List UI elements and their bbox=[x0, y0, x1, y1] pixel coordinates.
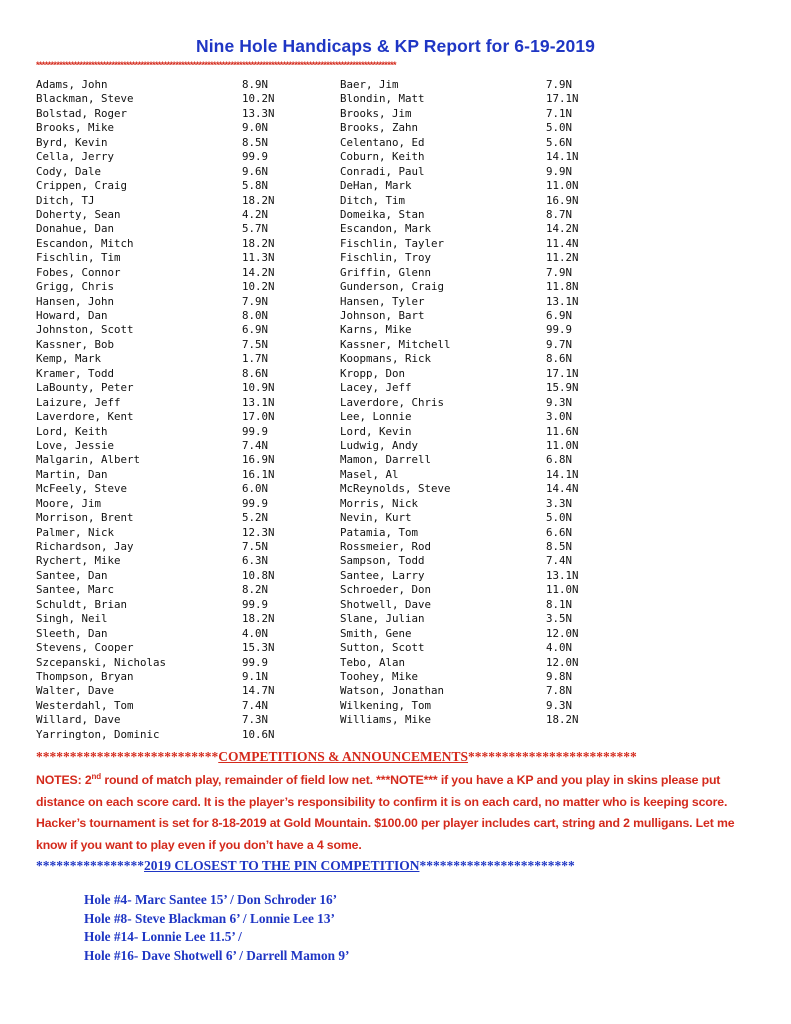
handicap-value: 17.1N bbox=[546, 366, 579, 380]
handicap-value: 6.9N bbox=[546, 309, 573, 322]
player-name: Hansen, John bbox=[36, 294, 115, 308]
player-name: Malgarin, Albert bbox=[36, 453, 141, 467]
roster-row bbox=[36, 338, 756, 352]
handicap-value: 99.9 bbox=[242, 424, 269, 438]
hole-result: Hole #16- Dave Shotwell 6’ / Darrell Mamon 9’ bbox=[84, 947, 350, 963]
handicap-value: 99.9 bbox=[242, 597, 269, 611]
handicap-value: 13.1N bbox=[546, 294, 579, 308]
player-name: Bolstad, Roger bbox=[36, 106, 128, 120]
player-name: Hansen, Tyler bbox=[340, 294, 425, 308]
handicap-value: 3.3N bbox=[546, 496, 573, 510]
roster-row bbox=[36, 641, 756, 655]
handicap-value: 6.3N bbox=[242, 554, 269, 568]
player-name: Smith, Gene bbox=[340, 626, 412, 640]
player-name: McReynolds, Steve bbox=[340, 482, 451, 496]
hole-result: Hole #14- Lonnie Lee 11.5’ / bbox=[84, 929, 242, 945]
player-name: Masel, Al bbox=[340, 467, 399, 481]
player-name: Adams, John bbox=[36, 78, 108, 91]
handicap-value: 7.9N bbox=[546, 78, 573, 91]
player-name: Kassner, Bob bbox=[36, 337, 115, 351]
handicap-value: 17.1N bbox=[546, 92, 579, 106]
ctp-stars-left: **************** bbox=[36, 858, 144, 873]
handicap-value: 9.8N bbox=[546, 669, 573, 683]
handicap-value: 99.9 bbox=[546, 323, 573, 337]
roster-row bbox=[36, 713, 756, 727]
roster-row bbox=[36, 425, 756, 439]
player-name: Slane, Julian bbox=[340, 612, 425, 626]
roster-row bbox=[36, 410, 756, 424]
handicap-value: 12.3N bbox=[242, 525, 275, 539]
handicap-value: 14.2N bbox=[242, 265, 275, 279]
handicap-value: 99.9 bbox=[242, 150, 269, 164]
handicap-value: 7.5N bbox=[242, 337, 269, 351]
player-name: Kemp, Mark bbox=[36, 352, 102, 366]
player-name: Lord, Keith bbox=[36, 424, 108, 438]
player-name: Celentano, Ed bbox=[340, 135, 425, 149]
player-name: Stevens, Cooper bbox=[36, 641, 134, 655]
roster-row bbox=[36, 526, 756, 540]
player-name: Ditch, TJ bbox=[36, 193, 95, 207]
player-name: Doherty, Sean bbox=[36, 207, 121, 221]
roster-row bbox=[36, 78, 756, 92]
player-name: Byrd, Kevin bbox=[36, 135, 108, 149]
handicap-value: 14.2N bbox=[546, 222, 579, 236]
handicap-value: 6.6N bbox=[546, 525, 573, 539]
handicap-value: 13.1N bbox=[546, 568, 579, 582]
player-name: Grigg, Chris bbox=[36, 280, 115, 294]
player-name: Patamia, Tom bbox=[340, 525, 419, 539]
player-name: DeHan, Mark bbox=[340, 179, 412, 193]
handicap-value: 4.2N bbox=[242, 207, 269, 221]
player-name: Wilkening, Tom bbox=[340, 698, 432, 712]
player-name: Yarrington, Dominic bbox=[36, 727, 160, 741]
roster-row bbox=[36, 684, 756, 698]
player-name: Morrison, Brent bbox=[36, 511, 134, 525]
player-name: Morris, Nick bbox=[340, 496, 419, 510]
handicap-value: 14.4N bbox=[546, 482, 579, 496]
roster-row bbox=[36, 728, 756, 742]
player-name: Fobes, Connor bbox=[36, 265, 121, 279]
notes-paragraph bbox=[36, 770, 748, 856]
player-name: Williams, Mike bbox=[340, 713, 432, 727]
handicap-value: 11.6N bbox=[546, 424, 579, 438]
player-name: Kropp, Don bbox=[340, 366, 406, 380]
player-name: Baer, Jim bbox=[340, 78, 399, 91]
player-name: Love, Jessie bbox=[36, 438, 115, 452]
roster-row bbox=[36, 165, 756, 179]
roster-row bbox=[36, 107, 756, 121]
handicap-value: 8.1N bbox=[546, 597, 573, 611]
title-divider: **************************************************************************************************************************** bbox=[36, 60, 396, 70]
player-name: Escandon, Mark bbox=[340, 222, 432, 236]
player-name: Rossmeier, Rod bbox=[340, 540, 432, 553]
player-name: Laverdore, Chris bbox=[340, 395, 445, 409]
player-name: Conradi, Paul bbox=[340, 164, 425, 178]
roster-row bbox=[36, 453, 756, 467]
handicap-value: 4.0N bbox=[546, 641, 573, 655]
handicap-value: 16.1N bbox=[242, 467, 275, 481]
roster-row bbox=[36, 194, 756, 208]
handicap-value: 18.2N bbox=[546, 713, 579, 727]
roster-row bbox=[36, 511, 756, 525]
player-name: Brooks, Mike bbox=[36, 121, 115, 135]
player-name: Toohey, Mike bbox=[340, 669, 419, 683]
handicap-value: 9.3N bbox=[546, 395, 573, 409]
handicap-value: 17.0N bbox=[242, 410, 275, 424]
roster-row bbox=[36, 295, 756, 309]
player-name: Sampson, Todd bbox=[340, 554, 425, 568]
roster-row bbox=[36, 208, 756, 222]
player-name: Sutton, Scott bbox=[340, 641, 425, 655]
roster-row bbox=[36, 179, 756, 193]
player-name: Moore, Jim bbox=[36, 496, 102, 510]
player-name: Schuldt, Brian bbox=[36, 597, 128, 611]
handicap-value: 5.0N bbox=[546, 511, 573, 525]
handicap-value: 6.9N bbox=[242, 323, 269, 337]
roster-row bbox=[36, 540, 756, 554]
handicap-value: 8.5N bbox=[242, 135, 269, 149]
roster-row bbox=[36, 439, 756, 453]
hole-result: Hole #4- Marc Santee 15’ / Don Schroder 16’ bbox=[84, 892, 338, 907]
handicap-value: 14.7N bbox=[242, 684, 275, 698]
player-name: Laverdore, Kent bbox=[36, 410, 134, 424]
roster-row bbox=[36, 323, 756, 337]
roster-row bbox=[36, 497, 756, 511]
player-name: Kassner, Mitchell bbox=[340, 337, 451, 351]
handicap-value: 6.8N bbox=[546, 453, 573, 467]
handicap-value: 10.8N bbox=[242, 568, 275, 582]
handicap-value: 14.1N bbox=[546, 467, 579, 481]
notes-ordinal: 2nd bbox=[84, 771, 102, 787]
player-name: Nevin, Kurt bbox=[340, 511, 412, 525]
handicap-value: 99.9 bbox=[242, 496, 269, 510]
handicap-value: 8.6N bbox=[242, 366, 269, 380]
handicap-value: 8.7N bbox=[546, 207, 573, 221]
player-name: Ludwig, Andy bbox=[340, 438, 419, 452]
player-name: Cella, Jerry bbox=[36, 150, 115, 164]
roster-row bbox=[36, 222, 756, 236]
handicap-value: 13.1N bbox=[242, 395, 275, 409]
player-name: Rychert, Mike bbox=[36, 554, 121, 568]
handicap-value: 7.4N bbox=[546, 554, 573, 568]
player-name: Martin, Dan bbox=[36, 467, 108, 481]
player-name: Sleeth, Dan bbox=[36, 626, 108, 640]
handicap-value: 15.3N bbox=[242, 641, 275, 655]
handicap-value: 3.5N bbox=[546, 612, 573, 626]
player-name: Donahue, Dan bbox=[36, 222, 115, 236]
player-name: Koopmans, Rick bbox=[340, 352, 432, 366]
player-name: Watson, Jonathan bbox=[340, 684, 445, 698]
player-name: Laizure, Jeff bbox=[36, 395, 121, 409]
handicap-value: 12.0N bbox=[546, 626, 579, 640]
roster-row bbox=[36, 699, 756, 713]
roster-row bbox=[36, 251, 756, 265]
player-name: Fischlin, Tim bbox=[36, 251, 121, 265]
handicap-value: 11.0N bbox=[546, 179, 579, 193]
competitions-stars-left: *************************** bbox=[36, 749, 219, 764]
roster-row bbox=[36, 367, 756, 381]
roster-row bbox=[36, 468, 756, 482]
handicap-value: 10.6N bbox=[242, 727, 275, 741]
player-name: Griffin, Glenn bbox=[340, 265, 432, 279]
handicap-value: 5.7N bbox=[242, 222, 269, 236]
player-name: Walter, Dave bbox=[36, 684, 115, 698]
notes-text: round of match play, remainder of field low net. ***NOTE*** if you have a KP and you play in skins please put distance on each score card. It is the player’s responsibility to confirm it is on each card, no matter who is keeping score. Hacker’s tournament is set for 8-18-2019 at Gold Mountain. $100.00 per player includes cart, string and 2 mulligans. Let me know if you want to play even if you don’t have a 4 some. bbox=[36, 773, 735, 852]
player-name: Mamon, Darrell bbox=[340, 453, 432, 467]
player-name: Karns, Mike bbox=[340, 323, 412, 337]
handicap-value: 9.6N bbox=[242, 164, 269, 178]
handicap-value: 7.9N bbox=[242, 294, 269, 308]
handicap-value: 15.9N bbox=[546, 381, 579, 395]
competitions-stars-right: ************************* bbox=[468, 749, 637, 764]
handicap-value: 7.1N bbox=[546, 106, 573, 120]
handicap-value: 5.0N bbox=[546, 121, 573, 135]
handicap-roster bbox=[36, 78, 756, 742]
handicap-value: 9.9N bbox=[546, 164, 573, 178]
hole-result: Hole #8- Steve Blackman 6’ / Lonnie Lee 13’ bbox=[84, 910, 335, 926]
handicap-value: 11.0N bbox=[546, 438, 579, 452]
player-name: Howard, Dan bbox=[36, 309, 108, 322]
handicap-value: 7.5N bbox=[242, 540, 269, 553]
handicap-value: 7.4N bbox=[242, 438, 269, 452]
handicap-value: 6.0N bbox=[242, 482, 269, 496]
player-name: Escandon, Mitch bbox=[36, 236, 134, 250]
handicap-value: 18.2N bbox=[242, 236, 275, 250]
roster-row bbox=[36, 266, 756, 280]
roster-row bbox=[36, 352, 756, 366]
competitions-title: COMPETITIONS & ANNOUNCEMENTS bbox=[218, 749, 469, 764]
player-name: Coburn, Keith bbox=[340, 150, 425, 164]
roster-row bbox=[36, 554, 756, 568]
player-name: Crippen, Craig bbox=[36, 179, 128, 193]
handicap-value: 18.2N bbox=[242, 193, 275, 207]
player-name: Fischlin, Troy bbox=[340, 251, 432, 265]
roster-row bbox=[36, 627, 756, 641]
player-name: Lord, Kevin bbox=[340, 424, 412, 438]
ctp-stars-right: *********************** bbox=[419, 858, 575, 873]
handicap-value: 11.2N bbox=[546, 251, 579, 265]
player-name: Blondin, Matt bbox=[340, 92, 425, 106]
notes-label: NOTES: bbox=[36, 773, 82, 787]
handicap-value: 8.0N bbox=[242, 309, 269, 322]
handicap-value: 7.4N bbox=[242, 698, 269, 712]
roster-row bbox=[36, 583, 756, 597]
handicap-value: 9.3N bbox=[546, 698, 573, 712]
handicap-value: 5.2N bbox=[242, 511, 269, 525]
player-name: Willard, Dave bbox=[36, 713, 121, 727]
player-name: Johnson, Bart bbox=[340, 309, 425, 322]
player-name: Westerdahl, Tom bbox=[36, 698, 134, 712]
player-name: Kramer, Todd bbox=[36, 366, 115, 380]
handicap-value: 11.3N bbox=[242, 251, 275, 265]
handicap-value: 9.7N bbox=[546, 337, 573, 351]
handicap-value: 7.3N bbox=[242, 713, 269, 727]
handicap-value: 7.8N bbox=[546, 684, 573, 698]
roster-row bbox=[36, 656, 756, 670]
roster-row bbox=[36, 670, 756, 684]
player-name: Domeika, Stan bbox=[340, 207, 425, 221]
handicap-value: 13.3N bbox=[242, 106, 275, 120]
roster-row bbox=[36, 121, 756, 135]
handicap-value: 16.9N bbox=[546, 193, 579, 207]
player-name: Tebo, Alan bbox=[340, 655, 406, 669]
player-name: Ditch, Tim bbox=[340, 193, 406, 207]
roster-row bbox=[36, 237, 756, 251]
handicap-value: 1.7N bbox=[242, 352, 269, 366]
handicap-value: 5.8N bbox=[242, 179, 269, 193]
handicap-value: 11.8N bbox=[546, 280, 579, 294]
player-name: Shotwell, Dave bbox=[340, 597, 432, 611]
handicap-value: 10.2N bbox=[242, 280, 275, 294]
player-name: Thompson, Bryan bbox=[36, 669, 134, 683]
player-name: Santee, Larry bbox=[340, 568, 425, 582]
roster-row bbox=[36, 569, 756, 583]
handicap-value: 7.9N bbox=[546, 265, 573, 279]
closest-to-pin-banner bbox=[36, 858, 756, 874]
player-name: Lee, Lonnie bbox=[340, 410, 412, 424]
roster-row bbox=[36, 482, 756, 496]
player-name: Schroeder, Don bbox=[340, 583, 432, 597]
handicap-value: 16.9N bbox=[242, 453, 275, 467]
handicap-value: 99.9 bbox=[242, 655, 269, 669]
player-name: Santee, Dan bbox=[36, 568, 108, 582]
roster-row bbox=[36, 309, 756, 323]
report-title: Nine Hole Handicaps & KP Report for 6-19-2019 bbox=[195, 36, 595, 56]
handicap-value: 3.0N bbox=[546, 410, 573, 424]
roster-row bbox=[36, 612, 756, 626]
roster-row bbox=[36, 150, 756, 164]
player-name: McFeely, Steve bbox=[36, 482, 128, 496]
competitions-banner bbox=[36, 749, 756, 765]
roster-row bbox=[36, 92, 756, 106]
handicap-value: 18.2N bbox=[242, 612, 275, 626]
player-name: Cody, Dale bbox=[36, 164, 102, 178]
player-name: Brooks, Jim bbox=[340, 106, 412, 120]
handicap-value: 5.6N bbox=[546, 135, 573, 149]
player-name: Richardson, Jay bbox=[36, 540, 134, 553]
handicap-value: 8.2N bbox=[242, 583, 269, 597]
handicap-value: 14.1N bbox=[546, 150, 579, 164]
roster-row bbox=[36, 396, 756, 410]
handicap-value: 4.0N bbox=[242, 626, 269, 640]
handicap-value: 10.2N bbox=[242, 92, 275, 106]
roster-row bbox=[36, 598, 756, 612]
roster-row bbox=[36, 381, 756, 395]
handicap-value: 9.0N bbox=[242, 121, 269, 135]
handicap-value: 12.0N bbox=[546, 655, 579, 669]
player-name: Gunderson, Craig bbox=[340, 280, 445, 294]
player-name: Palmer, Nick bbox=[36, 525, 115, 539]
handicap-value: 8.9N bbox=[242, 78, 269, 91]
player-name: Lacey, Jeff bbox=[340, 381, 412, 395]
player-name: Singh, Neil bbox=[36, 612, 108, 626]
player-name: Santee, Marc bbox=[36, 583, 115, 597]
roster-row bbox=[36, 136, 756, 150]
handicap-value: 8.5N bbox=[546, 540, 573, 553]
roster-row bbox=[36, 280, 756, 294]
player-name: Johnston, Scott bbox=[36, 323, 134, 337]
player-name: LaBounty, Peter bbox=[36, 381, 134, 395]
player-name: Fischlin, Tayler bbox=[340, 236, 445, 250]
player-name: Brooks, Zahn bbox=[340, 121, 419, 135]
player-name: Szcepanski, Nicholas bbox=[36, 655, 167, 669]
closest-to-pin-results bbox=[84, 891, 684, 965]
handicap-value: 11.4N bbox=[546, 236, 579, 250]
handicap-value: 10.9N bbox=[242, 381, 275, 395]
handicap-value: 8.6N bbox=[546, 352, 573, 366]
handicap-value: 11.0N bbox=[546, 583, 579, 597]
ctp-title: 2019 CLOSEST TO THE PIN COMPETITION bbox=[144, 858, 420, 873]
player-name: Blackman, Steve bbox=[36, 92, 134, 106]
handicap-value: 9.1N bbox=[242, 669, 269, 683]
